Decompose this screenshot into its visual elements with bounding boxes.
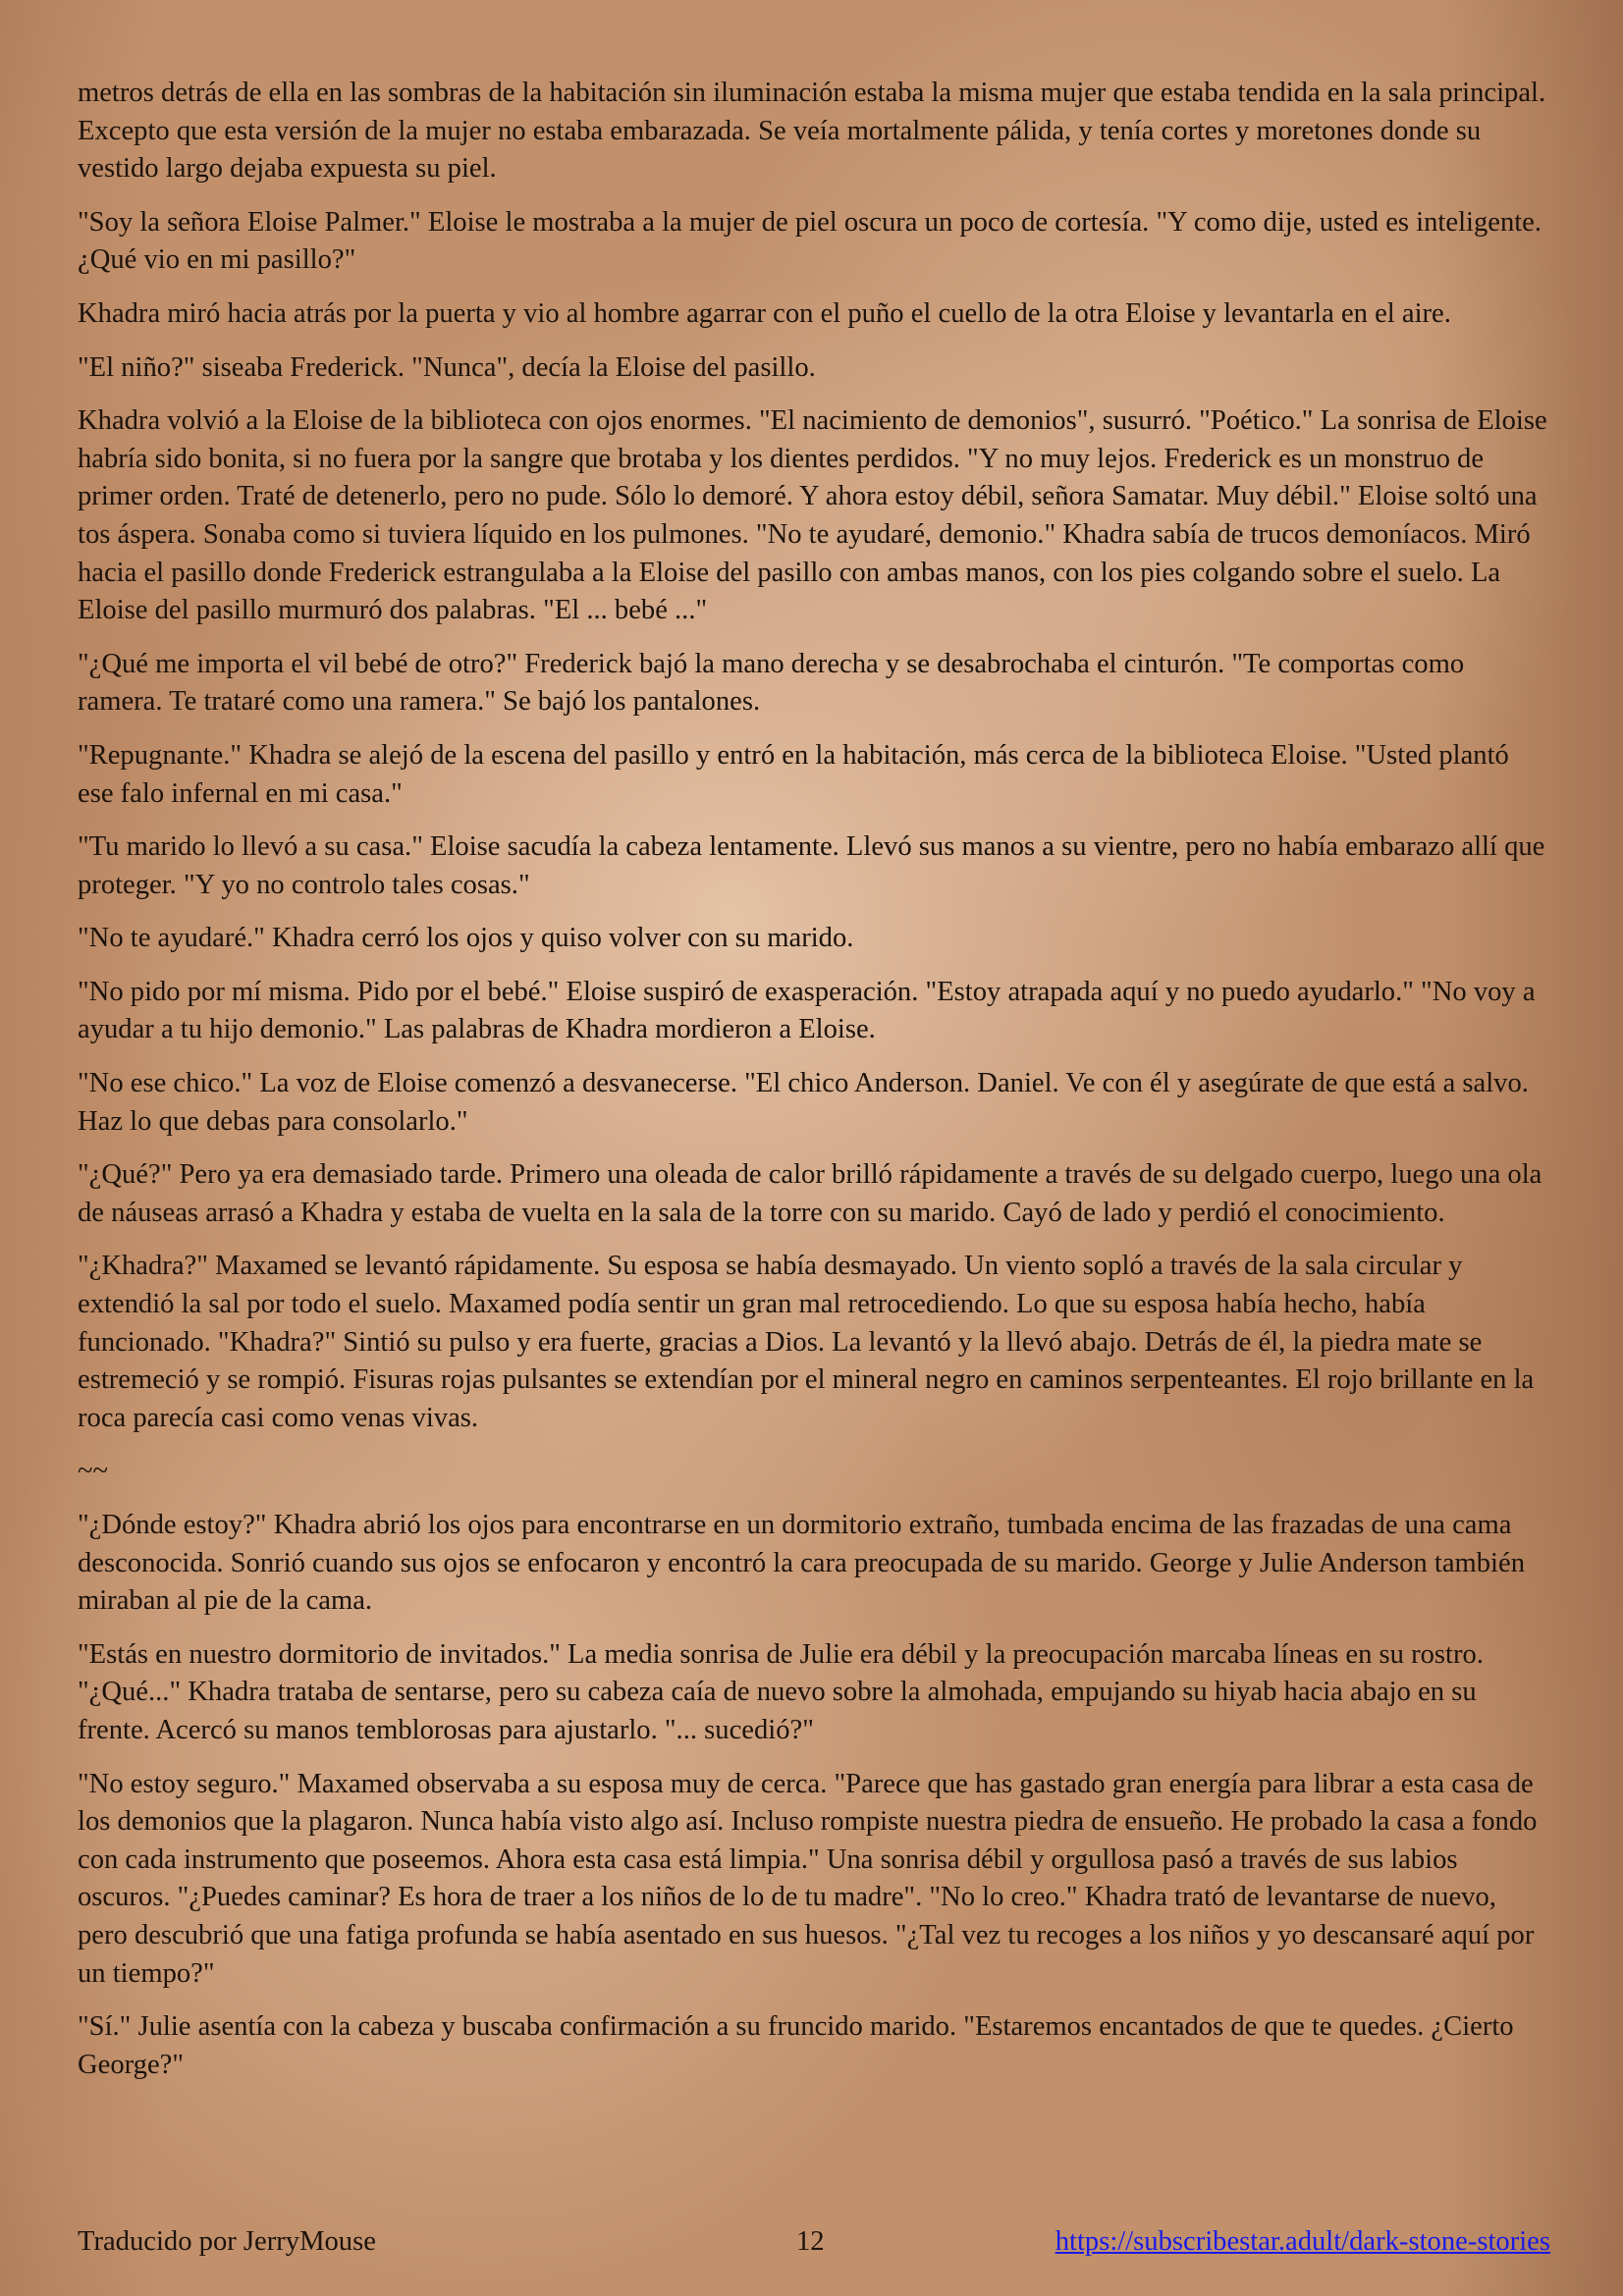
paragraph-17: "Sí." Julie asentía con la cabeza y buscaba confirmación a su fruncido marido. "Estaremos encantados de que te quedes. ¿Cierto George?" <box>78 2011 1514 2080</box>
paragraph-1: metros detrás de ella en las sombras de la habitación sin iluminación estaba la misma mujer que estaba tendida en la sala principal. Excepto que esta versión de la mujer no estaba embarazada. Se veía mortalmente pálida, y tenía cortes y moretones donde su vestido largo dejaba expuesta su piel. <box>78 78 1546 185</box>
paragraph-2: "Soy la señora Eloise Palmer." Eloise le mostraba a la mujer de piel oscura un poco de cortesía. "Y como dije, usted es inteligente. ¿Qué vio en mi pasillo?" <box>78 206 1542 276</box>
paragraph-12: "¿Qué?" Pero ya era demasiado tarde. Primero una oleada de calor brilló rápidamente a través de su delgado cuerpo, luego una ola de náuseas arrasó a Khadra y estaba de vuelta en la sala de la torre con su marido. Cayó de lado y perdió el conocimiento. <box>78 1159 1542 1228</box>
paragraph-14: "¿Dónde estoy?" Khadra abrió los ojos para encontrarse en un dormitorio extraño, tumbada encima de las frazadas de una cama desconocida. Sonrió cuando sus ojos se enfocaron y encontró la cara preocupada de su marido. George y Julie Anderson también miraban al pie de la cama. <box>78 1510 1525 1617</box>
paragraph-10: "No pido por mí misma. Pido por el bebé." Eloise suspiró de exasperación. "Estoy atrapada aquí y no puedo ayudarlo." "No voy a ayudar a tu hijo demonio." Las palabras de Khadra mordieron a Eloise. <box>78 976 1536 1045</box>
translator-credit: Traducido por JerryMouse <box>78 2226 376 2257</box>
paragraph-7: "Repugnante." Khadra se alejó de la escena del pasillo y entró en la habitación, más cerca de la biblioteca Eloise. "Usted plantó ese falo infernal en mi casa." <box>78 739 1509 809</box>
paragraph-15: "Estás en nuestro dormitorio de invitados." La media sonrisa de Julie era débil y la preocupación marcaba líneas en su rostro. "¿Qué..." Khadra trataba de sentarse, pero su cabeza caía de nuevo sobre la almohada, empujando su hiyab hacia abajo en su frente. Acercó su manos temblorosas para ajustarlo. "... sucedió?" <box>78 1638 1484 1745</box>
page-body <box>78 75 1550 2100</box>
page-number: 12 <box>796 2226 825 2257</box>
paragraph-13: "¿Khadra?" Maxamed se levantó rápidamente. Su esposa se había desmayado. Un viento sopló a través de la sala circular y extendió la sal por todo el suelo. Maxamed podía sentir un gran mal retrocediendo. Lo que su esposa había hecho, había funcionado. "Khadra?" Sintió su pulso y era fuerte, gracias a Dios. La levantó y la llevó abajo. Detrás de él, la piedra mate se estremeció y se rompió. Fisuras rojas pulsantes se extendían por el mineral negro en caminos serpenteantes. El rojo brillante en la roca parecía casi como venas vivas. <box>78 1251 1535 1433</box>
page-footer <box>78 2223 1550 2261</box>
paragraph-4: "El niño?" siseaba Frederick. "Nunca", decía la Eloise del pasillo. <box>78 351 816 383</box>
paragraph-16: "No estoy seguro." Maxamed observaba a su esposa muy de cerca. "Parece que has gastado gran energía para librar a esta casa de los demonios que la plagaron. Nunca había visto algo así. Incluso rompiste nuestra piedra de ensueño. He probado la casa a fondo con cada instrumento que poseemos. Ahora esta casa está limpia." Una sonrisa débil y orgullosa pasó a través de sus labios oscuros. "¿Puedes caminar? Es hora de traer a los niños de lo de tu madre". "No lo creo." Khadra trató de levantarse de nuevo, pero descubrió que una fatiga profunda se había asentado en sus huesos. "¿Tal vez tu recoges a los niños y yo descansaré aquí por un tiempo?" <box>78 1768 1538 1989</box>
scene-break: ~~ <box>78 1456 108 1487</box>
paragraph-5: Khadra volvió a la Eloise de la biblioteca con ojos enormes. "El nacimiento de demonios", susurró. "Poético." La sonrisa de Eloise habría sido bonita, si no fuera por la sangre que brotaba y los dientes perdidos. "Y no muy lejos. Frederick es un monstruo de primer orden. Traté de detenerlo, pero no pude. Sólo lo demoré. Y ahora estoy débil, señora Samatar. Muy débil." Eloise soltó una tos áspera. Sonaba como si tuviera líquido en los pulmones. "No te ayudaré, demonio." Khadra sabía de trucos demoníacos. Miró hacia el pasillo donde Frederick estrangulaba a la Eloise del pasillo con ambas manos, con los pies colgando sobre el suelo. La Eloise del pasillo murmuró dos palabras. "El ... bebé ..." <box>78 405 1547 626</box>
paragraph-6: "¿Qué me importa el vil bebé de otro?" Frederick bajó la mano derecha y se desabrochaba el cinturón. "Te comportas como ramera. Te trataré como una ramera." Se bajó los pantalones. <box>78 648 1465 718</box>
paragraph-11: "No ese chico." La voz de Eloise comenzó a desvanecerse. "El chico Anderson. Daniel. Ve con él y asegúrate de que está a salvo. Haz lo que debas para consolarlo." <box>78 1068 1529 1137</box>
paragraph-8: "Tu marido lo llevó a su casa." Eloise sacudía la cabeza lentamente. Llevó sus manos a su vientre, pero no había embarazo allí que proteger. "Y yo no controlo tales cosas." <box>78 831 1545 900</box>
paragraph-9: "No te ayudaré." Khadra cerró los ojos y quiso volver con su marido. <box>78 923 854 954</box>
subscribestar-link[interactable]: https://subscribestar.adult/dark-stone-stories <box>1055 2226 1550 2257</box>
paragraph-3: Khadra miró hacia atrás por la puerta y vio al hombre agarrar con el puño el cuello de la otra Eloise y levantarla en el aire. <box>78 297 1451 329</box>
